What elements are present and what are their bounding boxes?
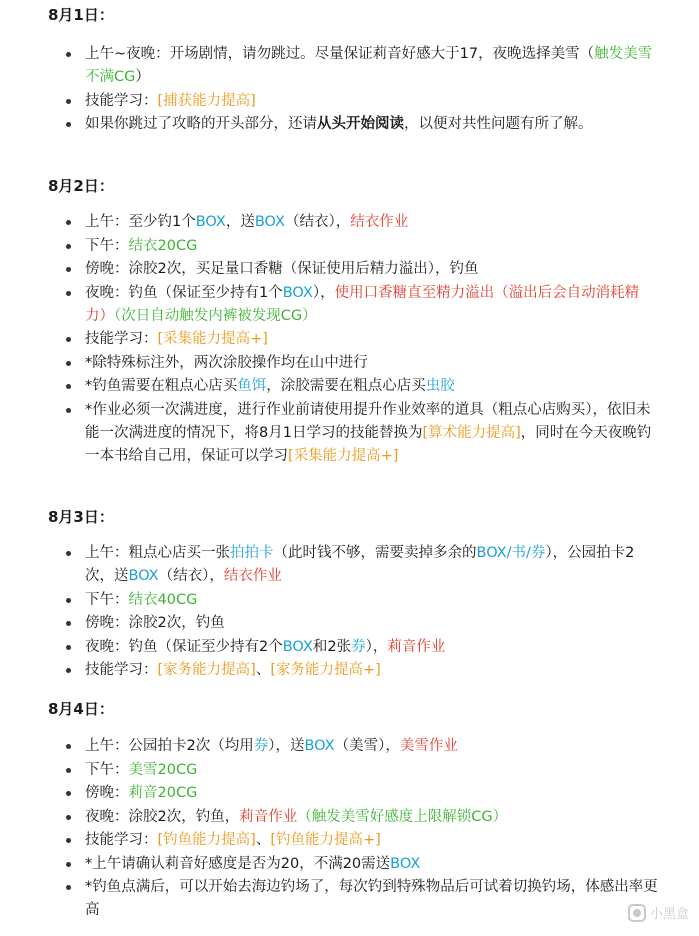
item-text [85,331,268,347]
bullet-icon [66,52,71,57]
text-run-green: 结衣40CG [128,591,198,608]
text-run-plain: （结衣）， [284,214,351,230]
text-run-blue: BOX [254,214,285,230]
text-run-plain: ），送 [268,738,305,754]
text-run-plain: 傍晚： [85,785,129,801]
item-text [85,46,652,85]
item-text [85,856,420,872]
bullet-icon [66,768,71,773]
item-text [85,762,197,778]
text-run-plain: 傍晚：涂胶2次，钓鱼 [85,615,225,631]
text-run-plain: ） [135,69,150,85]
bullet-icon [66,220,71,225]
list-item [0,829,699,852]
list-item [0,636,699,659]
text-run-blue: BOX [282,284,313,301]
text-run-plain: （美雪）， [334,738,400,754]
text-run-blue: BOX [128,568,159,584]
item-text [85,285,639,324]
watermark [628,903,689,922]
bullet-icon [66,791,71,796]
text-run-blue: 券 [351,638,366,655]
text-run-plain: 上午：粗点心店买一张 [85,545,230,561]
text-run-red: 莉音作业 [239,808,298,825]
day-list-aug3 [0,542,699,683]
text-run-green: 触发美雪不满CG [85,46,653,85]
item-text [85,545,634,584]
text-run-plain: 技能学习： [85,662,158,678]
text-run-bold: 从头开始阅读 [317,116,404,132]
text-run-green: 莉音20CG [128,785,198,801]
bullet-icon [66,815,71,820]
text-run-plain: ，以便对共性问题有所了解。 [404,116,593,132]
text-run-plain: ，送 [225,214,255,230]
text-run-red: 结衣作业 [223,568,282,584]
item-text [85,238,197,254]
list-item [0,735,699,758]
item-text [85,378,455,394]
text-run-plain: ），公园拍卡2次，送 [85,545,635,584]
text-run-orange: [采集能力提高+] [157,331,268,347]
text-run-plain: 上午：至少钓1个 [85,214,196,230]
item-text [85,785,197,801]
list-item [0,352,699,375]
text-run-red: 结衣作业 [350,214,409,230]
item-text [85,93,256,109]
text-run-blue: 虫胶 [425,378,455,394]
bullet-icon [66,598,71,603]
list-item [0,235,699,258]
text-run-plain: ）， [312,284,335,301]
day-list-aug1 [0,43,699,137]
list-item [0,759,699,782]
list-item [0,43,699,89]
text-run-red: 美雪作业 [399,738,458,754]
item-text [85,615,225,631]
list-item [0,282,699,328]
text-run-red: 莉音作业 [387,638,446,655]
item-text [85,214,408,230]
text-run-plain: ，同时在今天夜晚钓一本书给自己用，保证可以学习 [85,424,652,464]
text-run-blue: BOX [390,855,421,872]
text-run-blue: 拍拍卡 [230,545,274,561]
text-run-plain: 技能学习： [85,832,158,848]
text-run-plain: 傍晚：涂胶2次，买足量口香糖（保证使用后精力溢出），钓鱼 [85,261,479,277]
text-run-plain: *钓鱼需要在粗点心店买 [85,378,238,394]
text-run-orange: [家务能力提高+] [270,662,381,678]
text-run-plain: 夜晚：涂胶2次，钓鱼， [85,808,240,825]
item-text [85,662,381,678]
bullet-icon [66,99,71,104]
text-run-plain: 和2张 [312,638,352,655]
heybox-logo-icon [628,904,646,922]
text-run-blue: BOX [282,638,313,655]
bullet-icon [66,551,71,556]
text-run-plain: *钓鱼点满后，可以开始去海边钓场了，每次钓到特殊物品后可试着切换钓场，体感出率更高 [85,879,658,918]
bullet-icon [66,408,71,413]
day-list-aug4 [0,735,699,923]
item-text [85,116,593,132]
text-run-blue: BOX [195,214,226,230]
text-run-plain: 、 [255,832,271,848]
list-item [0,375,699,398]
text-run-red: 使用口香糖直至精力溢出（溢出后会自动消耗精力） [85,284,640,324]
text-run-blue: 券 [253,738,269,754]
item-text [85,809,507,825]
text-run-plain: ，涂胶需要在粗点心店买 [266,378,426,394]
text-run-plain: 、 [255,662,271,678]
item-text [85,402,651,464]
text-run-plain: 上午：公园拍卡2次（均用 [85,738,254,754]
bullet-icon [66,645,71,650]
text-run-plain: 技能学习： [85,92,158,109]
list-item [0,589,699,612]
day-list-aug2 [0,211,699,468]
text-run-plain: （此时钱不够，需要卖掉多余的 [273,545,477,561]
bullet-icon [66,838,71,843]
text-run-green: （触发美雪好感度上限解锁CG） [297,808,508,825]
list-item [0,612,699,635]
list-item [0,90,699,113]
bullet-icon [66,291,71,296]
text-run-plain: 下午： [85,237,129,254]
text-run-orange: [钓鱼能力提高] [157,832,256,848]
text-run-plain: 技能学习： [85,331,158,347]
bullet-icon [66,862,71,867]
day-title-aug1: 8月1日： [48,6,114,24]
item-text [85,639,445,655]
text-run-green: 美雪20CG [128,761,198,778]
text-run-plain: 上午~夜晚：开场剧情，请勿跳过。尽量保证莉音好感大于17，夜晚选择美雪（ [85,46,595,62]
day-title-aug4: 8月4日： [48,700,114,718]
list-item [0,542,699,588]
text-run-orange: [捕获能力提高] [157,92,256,109]
bullet-icon [66,668,71,673]
text-run-orange: [家务能力提高] [157,662,256,678]
list-item [0,876,699,922]
day-title-aug2: 8月2日： [48,177,114,195]
item-text [85,355,368,371]
list-item [0,211,699,234]
list-item [0,659,699,682]
bullet-icon [66,267,71,272]
text-run-orange: [采集能力提高+] [288,447,399,464]
bullet-icon [66,621,71,626]
bullet-icon [66,122,71,127]
list-item [0,113,699,136]
list-item [0,806,699,829]
text-run-plain: 下午： [85,761,129,778]
text-run-plain: 夜晚：钓鱼（保证至少持有2个 [85,638,283,655]
item-text [85,738,458,754]
text-run-blue: 鱼饵 [237,378,267,394]
bullet-icon [66,885,71,890]
text-run-green: 结衣20CG [128,237,198,254]
text-run-orange: [钓鱼能力提高+] [270,832,381,848]
item-text [85,879,658,918]
text-run-plain: 下午： [85,591,129,608]
text-run-plain: ）， [365,638,388,655]
text-run-plain: *上午请确认莉音好感度是否为20，不满20需送 [85,855,391,872]
bullet-icon [66,361,71,366]
day-title-aug3: 8月3日： [48,508,114,526]
bullet-icon [66,744,71,749]
list-item [0,328,699,351]
text-run-plain: 夜晚：钓鱼（保证至少持有1个 [85,284,283,301]
bullet-icon [66,337,71,342]
item-text [85,261,478,277]
bullet-icon [66,384,71,389]
list-item [0,399,699,468]
watermark-text: 小黑盒 [649,907,689,922]
list-item [0,782,699,805]
list-item [0,258,699,281]
text-run-plain: （结衣）， [158,568,224,584]
item-text [85,832,381,848]
item-text [85,592,197,608]
text-run-plain: *作业必须一次满进度，进行作业前请使用提升作业效率的道具（粗点心店购买），依旧未能一次满进度的情况下，将8月1日学习的技能替换为 [85,401,651,441]
text-run-plain: 如果你跳过了攻略的开头部分，还请 [85,116,317,132]
bullet-icon [66,244,71,249]
text-run-orange: [算术能力提高] [422,424,521,441]
list-item [0,853,699,876]
text-run-plain: *除特殊标注外，两次涂胶操作均在山中进行 [85,354,368,371]
text-run-blue: BOX [304,738,335,754]
text-run-blue: BOX/书/券 [476,545,546,561]
text-run-green: （次日自动触发内裤被发现CG） [114,307,317,324]
